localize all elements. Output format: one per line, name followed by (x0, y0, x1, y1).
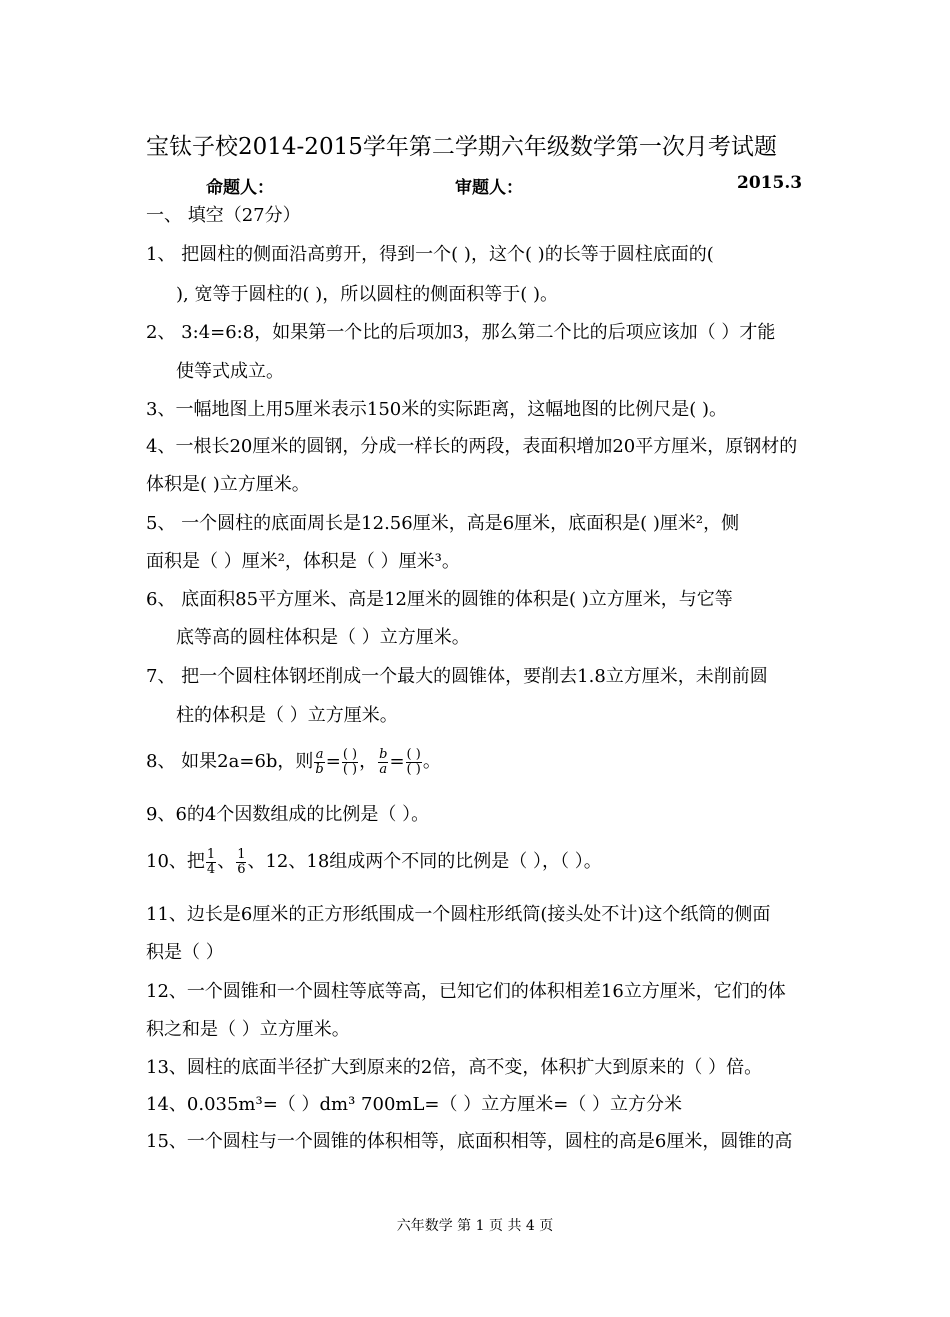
blank-denominator: ( ) (406, 761, 421, 777)
fraction-one-quarter (206, 848, 216, 877)
section-heading: 一、 填空（27分） (146, 205, 301, 226)
fraction-denominator: 4 (206, 861, 216, 877)
fraction-one-sixth (236, 848, 246, 877)
question-6-line-2: 底等高的圆柱体积是（ ）立方厘米。 (176, 627, 470, 648)
question-6-line-1: 6、 底面积85平方厘米、高是12厘米的圆锥的体积是( )立方厘米，与它等 (146, 589, 733, 610)
fraction-numerator: a (315, 746, 324, 762)
question-10-rest: 、12、18组成两个不同的比例是（ ），（ ）。 (247, 851, 602, 872)
page-title: 宝钛子校2014-2015学年第二学期六年级数学第一次月考试题 (146, 134, 777, 160)
blank-numerator: ( ) (406, 746, 421, 762)
fraction-numerator: 1 (237, 846, 246, 862)
fraction-a-over-b (314, 748, 324, 777)
blank-fraction-1 (342, 748, 358, 777)
question-15: 15、一个圆柱与一个圆锥的体积相等，底面积相等，圆柱的高是6厘米，圆锥的高 (146, 1131, 793, 1152)
question-10 (146, 845, 602, 879)
fraction-denominator: 6 (237, 861, 246, 877)
separator: 、 (217, 851, 236, 872)
fraction-denominator: b (315, 761, 324, 777)
blank-numerator: ( ) (342, 746, 358, 762)
blank-denominator: ( ) (342, 761, 358, 777)
separator: ， (359, 751, 378, 772)
question-2-line-2: 使等式成立。 (176, 361, 284, 382)
question-8 (146, 745, 441, 779)
fraction-numerator: b (379, 746, 388, 762)
setter-label: 命题人： (206, 178, 274, 198)
question-5-line-2: 面积是（ ）厘米²，体积是（ ）厘米³。 (146, 551, 460, 572)
question-9: 9、6的4个因数组成的比例是（ ）。 (146, 804, 430, 825)
equals-sign: = (325, 751, 341, 772)
question-12-line-1: 12、一个圆锥和一个圆柱等底等高，已知它们的体积相差16立方厘米，它们的体 (146, 981, 786, 1002)
question-14: 14、0.035m³=（ ）dm³ 700mL=（ ）立方厘米=（ ）立方分米 (146, 1094, 683, 1115)
question-12-line-2: 积之和是（ ）立方厘米。 (146, 1019, 350, 1040)
question-11-line-2: 积是（ ） (146, 942, 224, 963)
page-footer: 六年数学 第 1 页 共 4 页 (396, 1218, 554, 1234)
question-4-line-2: 体积是( )立方厘米。 (146, 474, 310, 495)
question-1-line-1: 1、 把圆柱的侧面沿高剪开，得到一个( )，这个( )的长等于圆柱底面的( (146, 244, 714, 265)
question-5-line-1: 5、 一个圆柱的底面周长是12.56厘米，高是6厘米，底面积是( )厘米²，侧 (146, 513, 740, 534)
question-8-prefix: 8、 如果2a=6b，则 (146, 751, 314, 772)
equals-sign: = (389, 751, 405, 772)
question-13: 13、圆柱的底面半径扩大到原来的2倍，高不变，体积扩大到原来的（ ）倍。 (146, 1057, 763, 1078)
question-3: 3、一幅地图上用5厘米表示150米的实际距离，这幅地图的比例尺是( )。 (146, 399, 728, 420)
exam-date: 2015.3 (737, 173, 803, 193)
question-4-line-1: 4、一根长20厘米的圆钢，分成一样长的两段，表面积增加20平方厘米，原钢材的 (146, 436, 798, 457)
question-11-line-1: 11、边长是6厘米的正方形纸围成一个圆柱形纸筒(接头处不计)这个纸筒的侧面 (146, 904, 771, 925)
question-1-line-2: ), 宽等于圆柱的( )，所以圆柱的侧面积等于( )。 (176, 284, 558, 305)
question-2-line-1: 2、 3:4=6:8，如果第一个比的后项加3，那么第二个比的后项应该加（ ）才能 (146, 322, 776, 343)
question-7-line-2: 柱的体积是（ ）立方厘米。 (176, 705, 398, 726)
reviewer-label: 审题人： (455, 178, 523, 198)
question-10-prefix: 10、把 (146, 851, 205, 872)
fraction-numerator: 1 (206, 846, 216, 862)
fraction-b-over-a (378, 748, 388, 777)
blank-fraction-2 (406, 748, 422, 777)
period: 。 (422, 751, 441, 772)
fraction-denominator: a (379, 761, 388, 777)
question-7-line-1: 7、 把一个圆柱体钢坯削成一个最大的圆锥体，要削去1.8立方厘米，未削前圆 (146, 666, 768, 687)
